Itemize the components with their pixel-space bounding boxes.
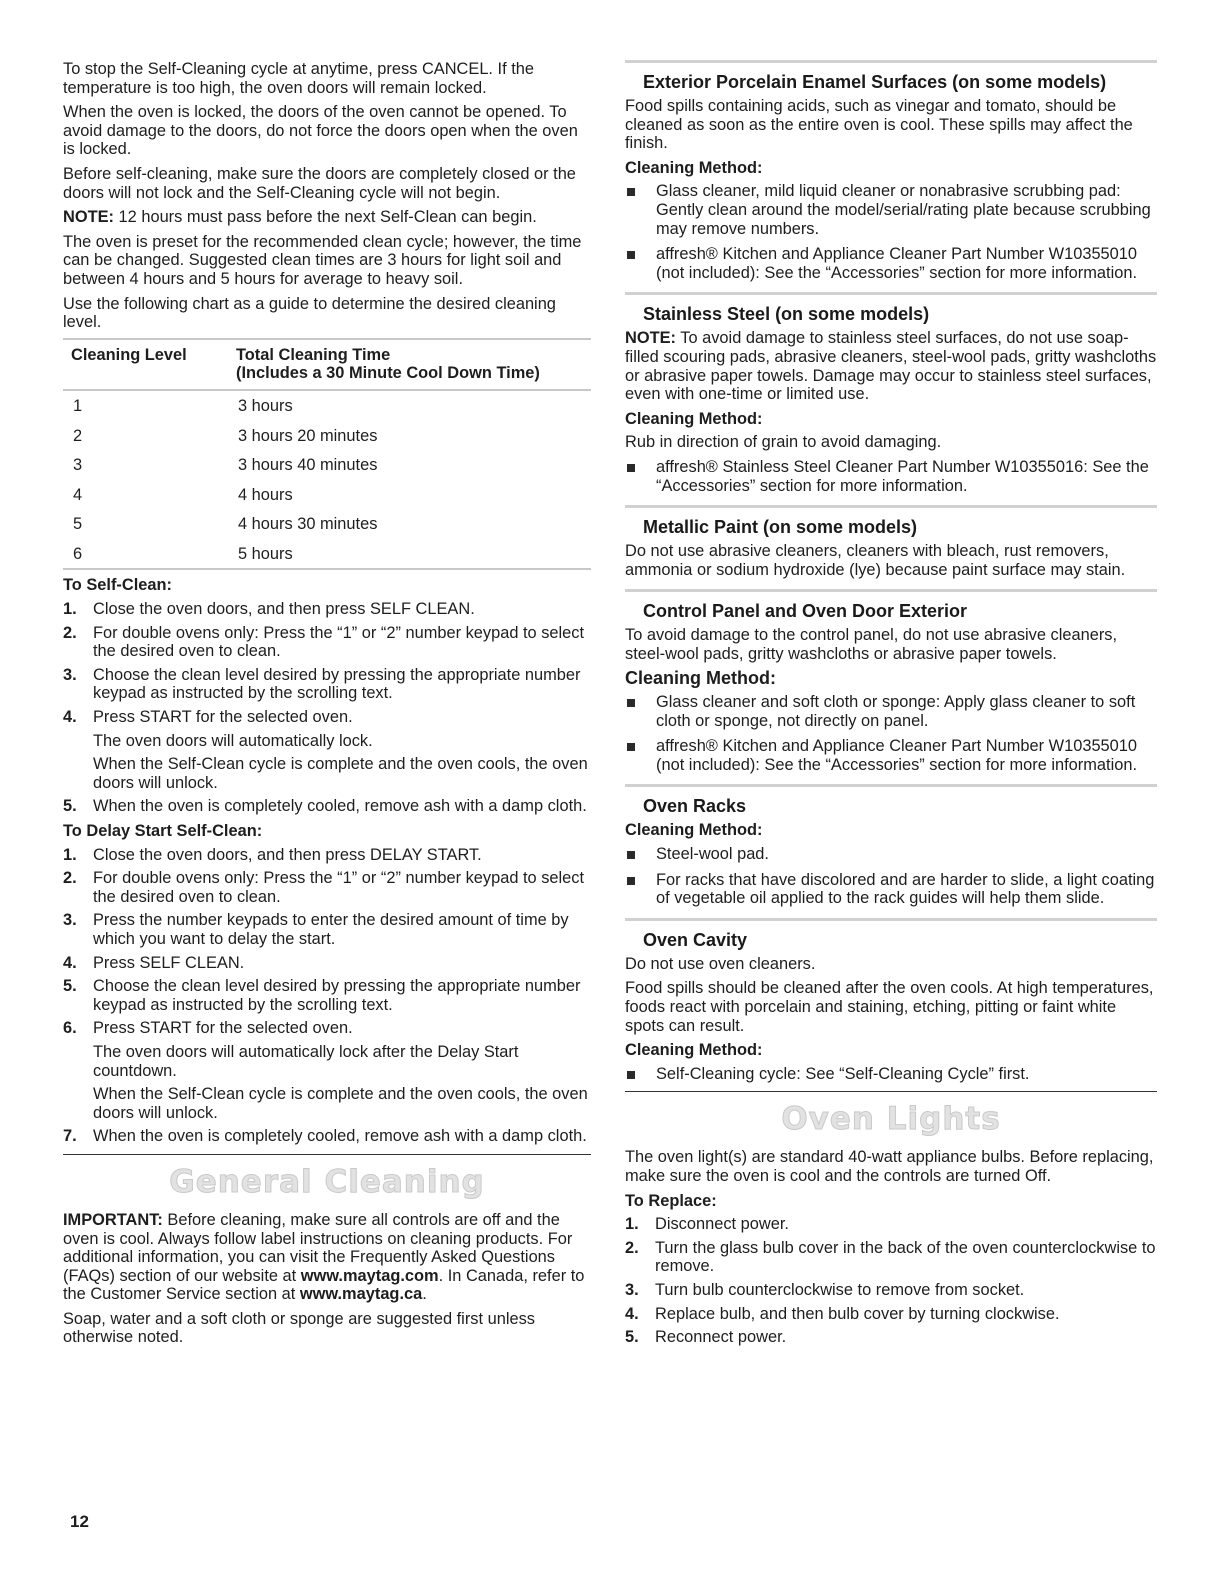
list-item [63, 666, 591, 703]
list-item [625, 737, 1157, 774]
step-number: 5. [63, 797, 77, 816]
maytag-ca-link: www.maytag.ca [299, 1285, 423, 1304]
chart-intro: Use the following chart as a guide to determine the desired cleaning level. [63, 294, 556, 332]
step-number: 1. [625, 1215, 639, 1234]
table-row [63, 390, 591, 421]
racks-section [625, 784, 1157, 907]
step-text: Reconnect power. [655, 1328, 787, 1347]
list-item [625, 1215, 1157, 1234]
oven-lights-text: The oven light(s) are standard 40-watt appliance bulbs. Before replacing, make sure the oven is cool and the controls are turned Off. [625, 1148, 1154, 1185]
square-bullet-icon [625, 871, 656, 908]
list-item [63, 869, 591, 906]
intro-paragraph: To stop the Self-Cleaning cycle at anytime, press CANCEL. If the temperature is too high, the oven doors will remain locked. [63, 60, 534, 97]
list-item [63, 954, 591, 973]
cavity-text: Food spills should be cleaned after the oven cools. At high temperatures, foods react with porcelain and staining, etching, pitting or faint white spots can result. [625, 979, 1154, 1035]
cavity-method: Cleaning Method: [625, 1041, 763, 1060]
step-body [655, 1239, 1157, 1276]
control-panel-bullets [625, 693, 1157, 774]
square-bullet-icon [625, 182, 656, 238]
bullet-text: affresh® Kitchen and Appliance Cleaner Part Number W10355010 (not included): See the “Accessories” section for more information. [656, 245, 1138, 282]
stainless-note [625, 329, 1157, 403]
square-bullet-icon [625, 737, 656, 774]
list-item [625, 458, 1157, 495]
step-text: When the Self-Clean cycle is complete and the oven cools, the oven doors will unlock. [93, 755, 588, 792]
table-row [63, 539, 591, 570]
list-item [625, 1328, 1157, 1347]
step-number: 2. [63, 869, 77, 888]
square-bullet-icon [625, 458, 656, 495]
list-item [625, 1065, 1157, 1084]
bullet-text: For racks that have discolored and are harder to slide, a light coating of vegetable oil applied to the rack guides will help them slide. [656, 870, 1155, 908]
maytag-com-link: www.maytag.com [300, 1266, 439, 1285]
preset-paragraph: The oven is preset for the recommended clean cycle; however, the time can be changed. Suggested clean times are 3 hours for light soil and between 4 hours and 5 hours for average to heavy soil. [63, 232, 582, 288]
list-item [63, 797, 591, 816]
step-number: 2. [63, 623, 77, 642]
col-header-time-line2: (Includes a 30 Minute Cool Down Time) [236, 364, 540, 383]
bullet-text: affresh® Kitchen and Appliance Cleaner Part Number W10355010 (not included): See the “Accessories” section for more information. [656, 737, 1138, 774]
step-text: Choose the clean level desired by pressing the appropriate number keypad as instructed by the scrolling text. [93, 665, 581, 703]
left-column [63, 60, 591, 1353]
bullet-text: Steel-wool pad. [656, 845, 769, 864]
cleaning-level-cell: 3 [73, 456, 83, 475]
cleaning-time-cell: 3 hours 40 minutes [238, 456, 378, 475]
list-item [625, 1305, 1157, 1324]
cleaning-time-cell: 3 hours [238, 396, 293, 415]
cavity-title: Oven Cavity [643, 929, 748, 950]
step-body [93, 846, 591, 865]
step-body [655, 1215, 1157, 1234]
list-item [63, 708, 591, 792]
step-body [93, 600, 591, 619]
bullet-text: Self-Cleaning cycle: See “Self-Cleaning Cycle” first. [656, 1064, 1030, 1083]
list-item [63, 911, 591, 948]
step-text: Press START for the selected oven. [93, 708, 353, 727]
step-number: 7. [63, 1127, 77, 1146]
section-divider [63, 1154, 591, 1155]
porcelain-text: Food spills containing acids, such as vinegar and tomato, should be cleaned as soon as the entire oven is cool. These spills may affect the finish. [625, 97, 1133, 153]
step-text: For double ovens only: Press the “1” or “2” number keypad to select the desired oven to clean. [93, 869, 585, 906]
step-body [655, 1328, 1157, 1347]
step-body [93, 708, 591, 792]
step-body [93, 869, 591, 906]
step-body [93, 666, 591, 703]
bullet-text: Glass cleaner and soft cloth or sponge: Apply glass cleaner to soft cloth or sponge, not directly on panel. [656, 693, 1136, 730]
square-bullet-icon [625, 1065, 656, 1084]
stainless-method: Cleaning Method: [625, 409, 763, 428]
stainless-bullets [625, 458, 1157, 495]
step-text: Press the number keypads to enter the desired amount of time by which you want to delay the start. [93, 911, 569, 948]
list-item [625, 845, 1157, 864]
important-text: . [422, 1285, 427, 1304]
step-text: The oven doors will automatically lock after the Delay Start countdown. [93, 1042, 519, 1080]
step-number: 1. [63, 600, 77, 619]
step-body [655, 1305, 1157, 1324]
step-text: Close the oven doors, and then press DELAY START. [93, 845, 482, 864]
table-row [63, 421, 591, 451]
step-number: 4. [63, 708, 77, 727]
list-item [63, 600, 591, 619]
step-text: When the Self-Clean cycle is complete and the oven cools, the oven doors will unlock. [93, 1085, 588, 1122]
step-body [93, 1019, 591, 1122]
cleaning-level-cell: 4 [73, 485, 83, 504]
step-text: Disconnect power. [655, 1215, 789, 1234]
note-text: To avoid damage to stainless steel surfaces, do not use soap-filled scouring pads, abrasive cleaners, steel-wool pads, gritty washcloths or abrasive paper towels. Damage may occur to stainless steel surfaces, even with one-time or limited use. [625, 329, 1157, 404]
square-bullet-icon [625, 845, 656, 864]
step-number: 1. [63, 845, 77, 864]
step-number: 3. [63, 911, 77, 930]
step-body [93, 624, 591, 661]
step-number: 4. [625, 1304, 639, 1323]
step-text: Turn bulb counterclockwise to remove from socket. [655, 1280, 1025, 1299]
cleaning-level-cell: 5 [73, 515, 83, 534]
cleaning-time-cell: 4 hours [238, 485, 293, 504]
control-panel-section [625, 589, 1157, 774]
step-body [93, 977, 591, 1014]
cleaning-level-cell: 2 [73, 426, 83, 445]
self-clean-heading: To Self-Clean: [63, 576, 172, 595]
step-body [93, 911, 591, 948]
cleaning-level-table [63, 338, 591, 571]
control-panel-text: To avoid damage to the control panel, do not use abrasive cleaners, steel-wool pads, gritty washcloths or abrasive paper towels. [625, 626, 1118, 663]
replace-steps [625, 1215, 1157, 1347]
cavity-bullets [625, 1065, 1157, 1084]
cleaning-time-cell: 4 hours 30 minutes [238, 515, 378, 534]
cleaning-level-cell: 1 [73, 396, 83, 415]
racks-bullets [625, 845, 1157, 908]
important-paragraph [63, 1211, 591, 1304]
list-item [63, 624, 591, 661]
racks-title: Oven Racks [643, 796, 747, 817]
replace-heading: To Replace: [625, 1191, 717, 1210]
section-divider [625, 1091, 1157, 1092]
step-number: 6. [63, 1019, 77, 1038]
metallic-title: Metallic Paint (on some models) [643, 517, 918, 538]
important-text: Before cleaning, make sure all controls are off and the oven is cool. Always follow label instructions on cleaning products. For additional information, you can visit the Frequently Asked Questions (FAQs) section of our website at [63, 1210, 573, 1285]
list-item [625, 871, 1157, 908]
cavity-text: Do not use oven cleaners. [625, 954, 816, 973]
metallic-section [625, 505, 1157, 579]
step-body [93, 1127, 591, 1146]
cleaning-time-cell: 3 hours 20 minutes [238, 426, 378, 445]
intro-paragraph: Before self-cleaning, make sure the doors are completely closed or the doors will not lock and the Self-Cleaning cycle will not begin. [63, 164, 576, 202]
square-bullet-icon [625, 245, 656, 282]
step-text: Replace bulb, and then bulb cover by turning clockwise. [655, 1304, 1060, 1323]
step-number: 5. [625, 1328, 639, 1347]
note-label: NOTE: [625, 329, 676, 348]
step-text: The oven doors will automatically lock. [93, 731, 373, 750]
general-cleaning-title: General Cleaning [169, 1163, 485, 1200]
step-text: For double ovens only: Press the “1” or “2” number keypad to select the desired oven to clean. [93, 623, 585, 661]
cleaning-level-cell: 6 [63, 539, 228, 570]
step-body [93, 954, 591, 973]
step-text: Press START for the selected oven. [93, 1019, 353, 1038]
stainless-text: Rub in direction of grain to avoid damaging. [625, 433, 942, 452]
porcelain-method: Cleaning Method: [625, 158, 763, 177]
stainless-title: Stainless Steel (on some models) [643, 304, 930, 325]
oven-lights-title: Oven Lights [781, 1101, 1001, 1138]
important-text: . In Canada, refer to the Customer Service section at [63, 1266, 585, 1304]
list-item [625, 1281, 1157, 1300]
step-text: Press SELF CLEAN. [93, 953, 245, 972]
list-item [625, 182, 1157, 238]
step-text: When the oven is completely cooled, remove ash with a damp cloth. [93, 1127, 587, 1146]
step-body [655, 1281, 1157, 1300]
delay-clean-heading: To Delay Start Self-Clean: [63, 822, 263, 840]
list-item [63, 977, 591, 1014]
col-header-level: Cleaning Level [63, 339, 228, 390]
step-body [93, 797, 591, 816]
list-item [625, 693, 1157, 730]
step-text: Close the oven doors, and then press SELF CLEAN. [93, 600, 475, 619]
porcelain-section [625, 60, 1157, 282]
stainless-section [625, 292, 1157, 495]
step-number: 2. [625, 1238, 639, 1257]
list-item [63, 846, 591, 865]
step-text: Choose the clean level desired by pressing the appropriate number keypad as instructed by the scrolling text. [93, 977, 581, 1014]
table-row [63, 450, 591, 480]
self-clean-steps [63, 600, 591, 816]
bullet-text: affresh® Stainless Steel Cleaner Part Number W10355016: See the “Accessories” section for more information. [656, 457, 1149, 495]
list-item [63, 1127, 591, 1146]
cavity-section [625, 918, 1157, 1084]
list-item [625, 1239, 1157, 1276]
bullet-text: Glass cleaner, mild liquid cleaner or nonabrasive scrubbing pad: Gently clean around the model/serial/rating plate because scrubbing may remove numbers. [656, 182, 1151, 238]
note-paragraph [63, 208, 591, 227]
table-row [63, 480, 591, 510]
table-row [63, 509, 591, 539]
right-column [625, 60, 1157, 1353]
step-text: Turn the glass bulb cover in the back of the oven counterclockwise to remove. [655, 1238, 1156, 1276]
col-header-time-line1: Total Cleaning Time [236, 345, 391, 364]
step-number: 5. [63, 977, 77, 996]
note-label: NOTE: [63, 208, 114, 227]
delay-clean-steps [63, 846, 591, 1146]
porcelain-bullets [625, 182, 1157, 282]
note-text: 12 hours must pass before the next Self-Clean can begin. [114, 208, 537, 227]
control-panel-method: Cleaning Method: [625, 668, 776, 689]
step-number: 3. [625, 1280, 639, 1299]
page-number: 12 [70, 1512, 89, 1531]
racks-method: Cleaning Method: [625, 821, 763, 840]
step-number: 3. [63, 665, 77, 684]
col-header-time [228, 339, 591, 390]
porcelain-title: Exterior Porcelain Enamel Surfaces (on some models) [643, 72, 1107, 92]
soap-paragraph: Soap, water and a soft cloth or sponge are suggested first unless otherwise noted. [63, 1309, 535, 1347]
cleaning-time-cell: 5 hours [228, 539, 591, 570]
important-label: IMPORTANT: [63, 1210, 163, 1229]
list-item [625, 245, 1157, 282]
square-bullet-icon [625, 693, 656, 730]
list-item [63, 1019, 591, 1122]
step-number: 4. [63, 953, 77, 972]
table-body [63, 390, 591, 570]
intro-paragraph: When the oven is locked, the doors of the oven cannot be opened. To avoid damage to the doors, do not force the doors open when the oven is locked. [63, 103, 578, 159]
control-panel-title: Control Panel and Oven Door Exterior [643, 601, 968, 622]
step-text: When the oven is completely cooled, remove ash with a damp cloth. [93, 797, 587, 816]
metallic-text: Do not use abrasive cleaners, cleaners with bleach, rust removers, ammonia or sodium hydroxide (lye) because paint surface may stain. [625, 542, 1126, 579]
